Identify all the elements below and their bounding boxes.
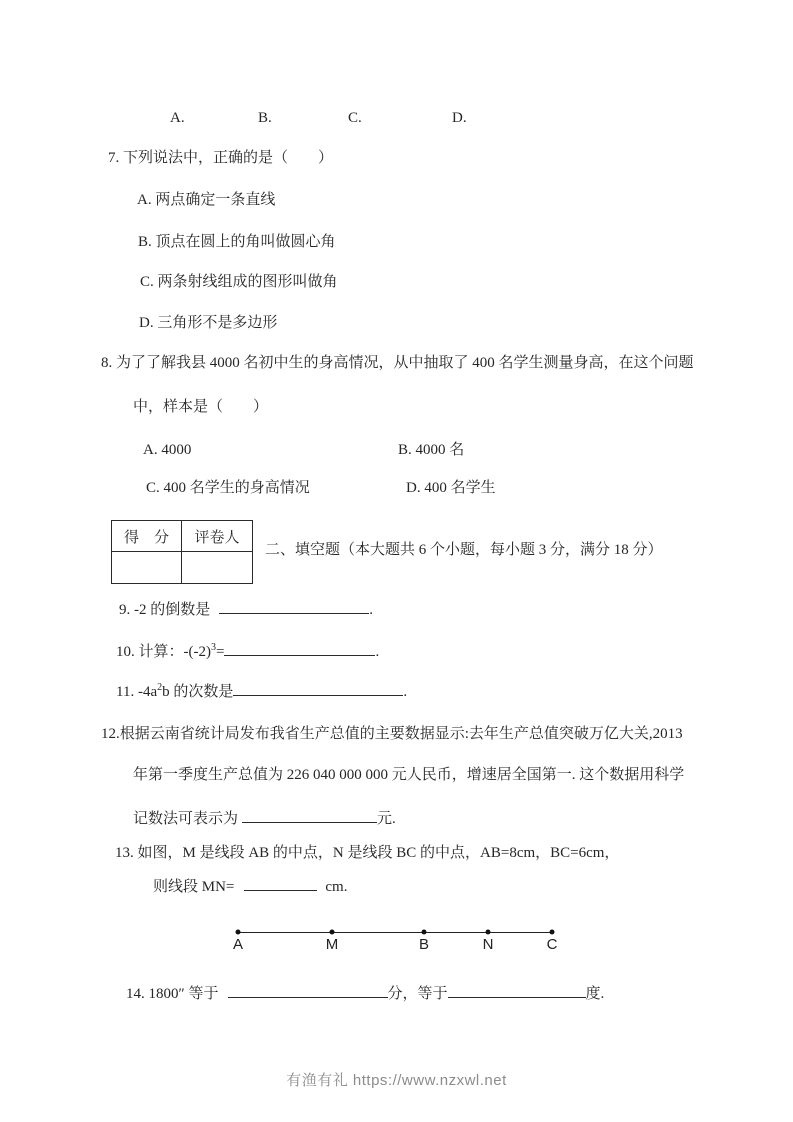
q8-option-c: C. 400 名学生的身高情况 — [146, 480, 310, 496]
point-m-label: M — [325, 936, 339, 953]
q12-stem-line3 — [133, 807, 396, 829]
q11-text-2: b 的次数是 — [162, 684, 234, 700]
q13-stem-line1: 13. 如图，M 是线段 AB 的中点，N 是线段 BC 的中点，AB=8cm，BC=6cm， — [115, 845, 620, 861]
q6-option-c-label: C. — [348, 110, 362, 126]
q14-answer-blank-2 — [448, 982, 586, 998]
q11-exponent: 2 — [157, 682, 163, 693]
q9-period: . — [369, 602, 373, 618]
q11-text-1: 11. -4a — [116, 684, 158, 700]
q7-option-b: B. 顶点在圆上的角叫做圆心角 — [138, 234, 336, 250]
q9-stem — [119, 598, 373, 620]
q12-text-3: 记数法可表示为 — [133, 811, 239, 827]
q8-option-d: D. 400 名学生 — [406, 480, 496, 496]
q9-answer-blank — [219, 598, 369, 614]
point-c-label: C — [546, 936, 558, 953]
q10-stem — [116, 640, 379, 662]
section2-title: 二、填空题（本大题共 6 个小题，每小题 3 分，满分 18 分） — [265, 542, 663, 558]
q13-text-2: 则线段 MN= — [153, 879, 235, 895]
q10-exponent: 3 — [210, 642, 216, 653]
q11-stem — [116, 680, 407, 702]
point-a-dot — [236, 930, 241, 935]
q14-text-3: 度. — [585, 986, 605, 1002]
point-c-dot — [550, 930, 555, 935]
q11-period: . — [403, 684, 408, 700]
q8-stem-line1: 8. 为了了解我县 4000 名初中生的身高情况，从中抽取了 400 名学生测量身高，在这个问题 — [101, 355, 694, 371]
segment-line — [238, 932, 552, 933]
q6-option-b-label: B. — [258, 110, 272, 126]
q7-option-a: A. 两点确定一条直线 — [137, 192, 276, 208]
q8-option-a: A. 4000 — [143, 442, 192, 458]
q14-answer-blank-1 — [228, 982, 388, 998]
q10-period: . — [375, 644, 380, 660]
point-m-dot — [330, 930, 335, 935]
point-n-dot — [486, 930, 491, 935]
q11-answer-blank — [233, 680, 403, 696]
q7-stem: 7. 下列说法中，正确的是（ ） — [108, 150, 334, 166]
point-a-label: A — [232, 936, 244, 953]
q12-stem-line1: 12.根据云南省统计局发布我省生产总值的主要数据显示:去年生产总值突破万亿大关,2013 — [101, 726, 683, 742]
q7-option-c: C. 两条射线组成的图形叫做角 — [140, 274, 338, 290]
score-table-header-score: 得 分 — [112, 521, 182, 552]
q8-option-b: B. 4000 名 — [398, 442, 465, 458]
q13-segment-diagram — [230, 918, 560, 960]
point-n-label: N — [482, 936, 494, 953]
q8-stem-line2: 中，样本是（ ） — [133, 399, 269, 415]
q14-text-2: 分，等于 — [387, 986, 448, 1002]
score-table-header-grader: 评卷人 — [182, 521, 253, 552]
q12-answer-blank — [242, 807, 377, 823]
q14-stem — [126, 982, 604, 1004]
score-table-cell-grader — [182, 552, 253, 584]
q6-option-d-label: D. — [452, 110, 467, 126]
q13-unit: cm. — [325, 879, 348, 895]
q7-option-d: D. 三角形不是多边形 — [139, 315, 278, 331]
score-table-cell-score — [112, 552, 182, 584]
q10-text-2: = — [215, 644, 225, 660]
q6-option-a-label: A. — [170, 110, 185, 126]
q14-text-1: 14. 1800″ 等于 — [126, 986, 219, 1002]
point-b-dot — [422, 930, 427, 935]
q12-unit: 元. — [377, 811, 396, 827]
q9-text: 9. -2 的倒数是 — [119, 602, 211, 618]
q10-answer-blank — [224, 640, 375, 656]
score-table — [111, 520, 253, 584]
q13-stem-line2 — [153, 875, 347, 897]
footer-watermark: 有渔有礼 https://www.nzxwl.net — [286, 1072, 507, 1089]
point-b-label: B — [418, 936, 430, 953]
q13-answer-blank — [244, 875, 317, 891]
q10-text-1: 10. 计算：-(-2) — [116, 644, 211, 660]
q12-stem-line2: 年第一季度生产总值为 226 040 000 000 元人民币，增速居全国第一. 这个数据用科学 — [133, 767, 685, 783]
